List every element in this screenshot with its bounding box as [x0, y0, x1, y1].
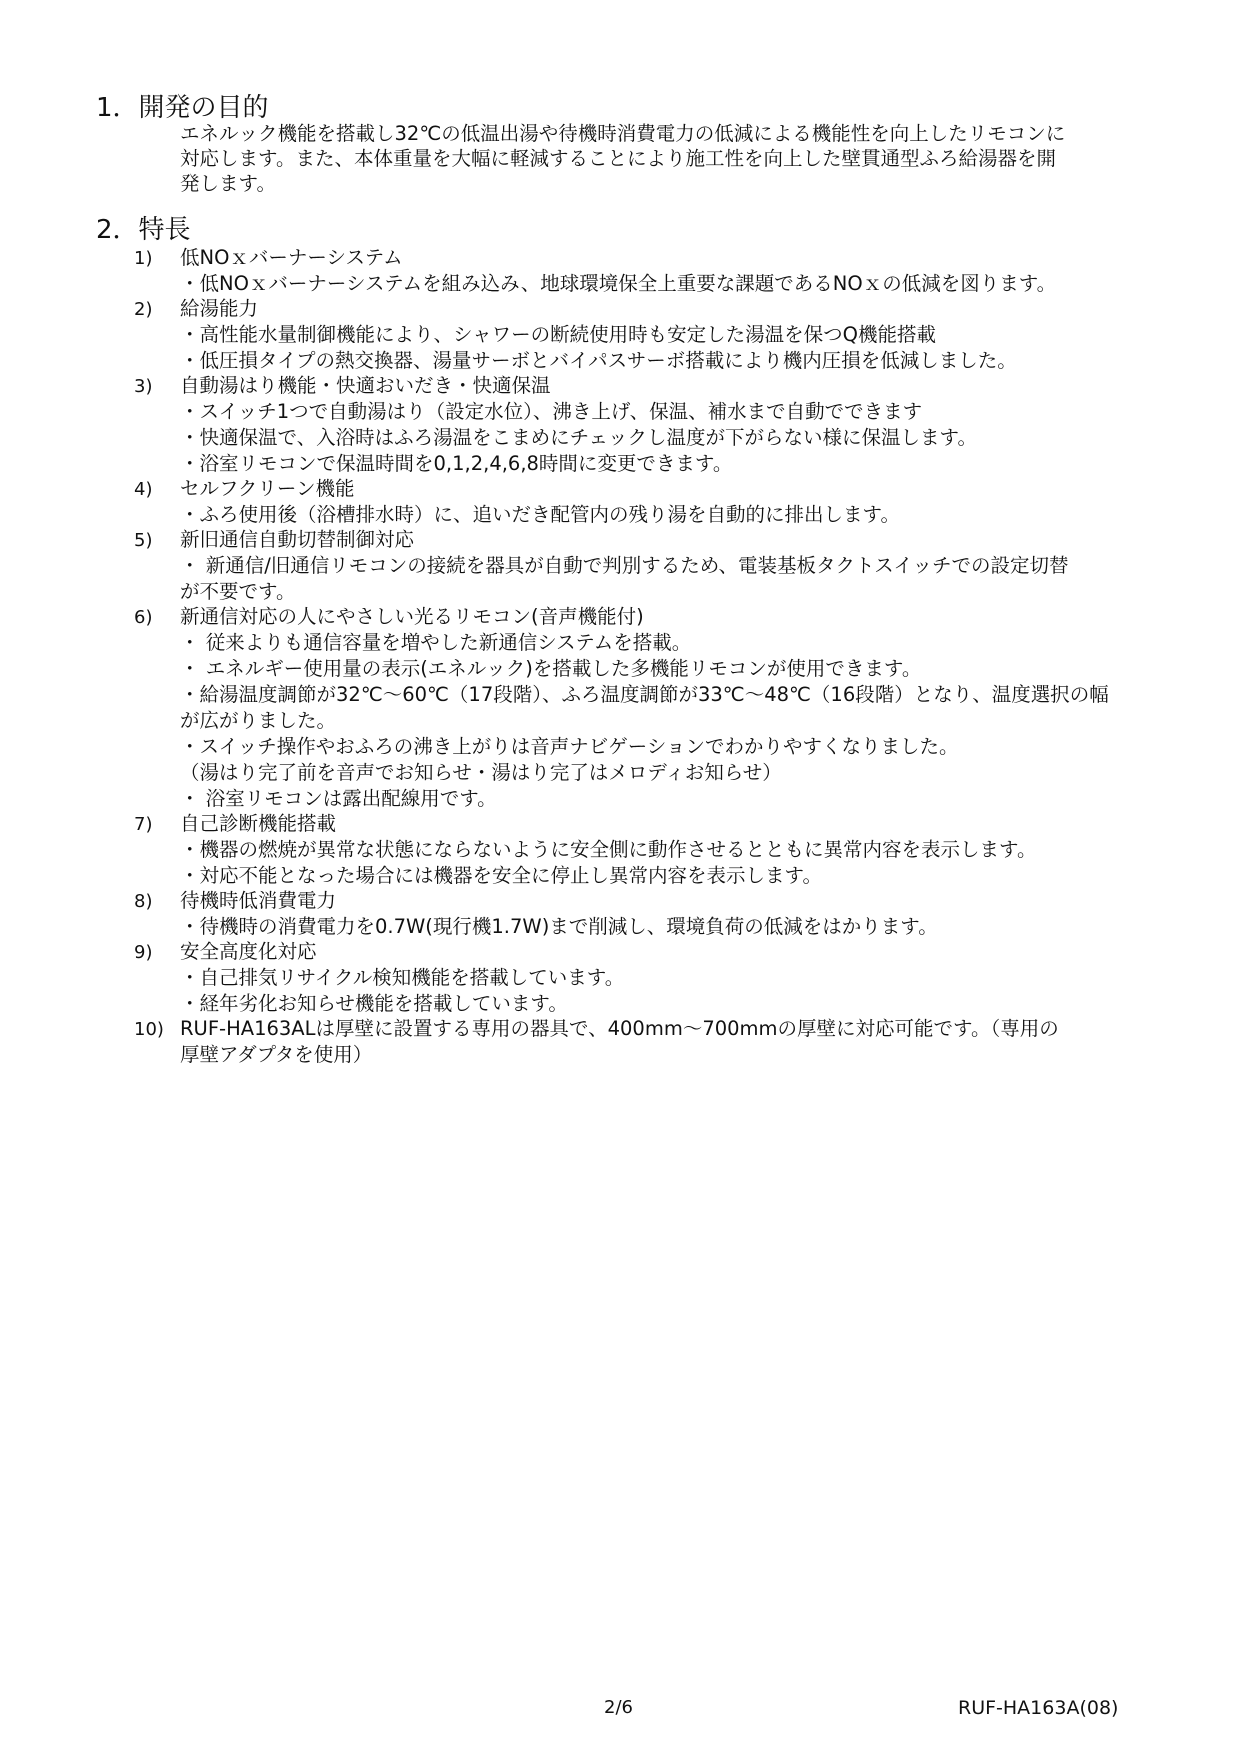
feature-number-7: 7): [134, 814, 153, 835]
feature-number-6: 6): [134, 607, 153, 628]
feature-line-6-4: が広がりました。: [180, 709, 337, 732]
feature-title-9: 安全高度化対応: [180, 940, 317, 963]
feature-title-10: RUF-HA163ALは厚壁に設置する専用の器具で、400mm～700mmの厚壁に対応可能です。（専用の: [180, 1017, 1059, 1040]
feature-title-6: 新通信対応の人にやさしい光るリモコン(音声機能付): [180, 605, 644, 628]
feature-line-10-1: 厚壁アダプタを使用）: [180, 1043, 373, 1066]
feature-line-4-1: ・ふろ使用後（浴槽排水時）に、追いだき配管内の残り湯を自動的に排出します。: [180, 503, 900, 526]
feature-line-1-1: ・低NOｘバーナーシステムを組み込み、地球環境保全上重要な課題であるNOｘの低減を図ります。: [180, 272, 1057, 295]
feature-title-1: 低NOｘバーナーシステム: [180, 246, 403, 269]
feature-number-2: 2): [134, 299, 153, 320]
section-title-purpose: 1．開発の目的: [96, 93, 269, 123]
feature-number-5: 5): [134, 530, 153, 551]
feature-number-9: 9): [134, 942, 153, 963]
feature-line-6-2: ・ エネルギー使用量の表示(エネルック)を搭載した多機能リモコンが使用できます。: [180, 657, 922, 680]
feature-line-2-1: ・高性能水量制御機能により、シャワーの断続使用時も安定した湯温を保つQ機能搭載: [180, 323, 936, 346]
purpose-line-1: エネルック機能を搭載し32℃の低温出湯や待機時消費電力の低減による機能性を向上したリモコンに: [180, 122, 1066, 145]
feature-number-1: 1): [134, 248, 153, 269]
feature-number-10: 10): [134, 1019, 164, 1040]
feature-line-5-1: ・ 新通信/旧通信リモコンの接続を器具が自動で判別するため、電装基板タクトスイッチでの設定切替: [180, 554, 1069, 577]
feature-line-6-1: ・ 従来よりも通信容量を増やした新通信システムを搭載。: [180, 631, 692, 654]
feature-line-8-1: ・待機時の消費電力を0.7W(現行機1.7W)まで削減し、環境負荷の低減をはかります。: [180, 915, 938, 938]
feature-title-8: 待機時低消費電力: [180, 889, 337, 912]
feature-line-6-7: ・ 浴室リモコンは露出配線用です。: [180, 787, 497, 810]
purpose-line-2: 対応します。また、本体重量を大幅に軽減することにより施工性を向上した壁貫通型ふろ給湯器を開: [180, 147, 1056, 170]
feature-number-8: 8): [134, 891, 153, 912]
feature-line-3-3: ・浴室リモコンで保温時間を0,1,2,4,6,8時間に変更できます。: [180, 452, 733, 475]
feature-title-3: 自動湯はり機能・快適おいだき・快適保温: [180, 374, 551, 397]
feature-line-6-3: ・給湯温度調節が32℃～60℃（17段階）、ふろ温度調節が33℃～48℃（16段階）となり、温度選択の幅: [180, 683, 1109, 706]
feature-title-5: 新旧通信自動切替制御対応: [180, 528, 415, 551]
feature-number-3: 3): [134, 376, 153, 397]
feature-title-4: セルフクリーン機能: [180, 477, 355, 500]
feature-line-9-2: ・経年劣化お知らせ機能を搭載しています。: [180, 992, 568, 1015]
feature-line-3-1: ・スイッチ1つで自動湯はり（設定水位）、沸き上げ、保温、補水まで自動でできます: [180, 400, 923, 423]
feature-line-9-1: ・自己排気リサイクル検知機能を搭載しています。: [180, 966, 625, 989]
feature-line-6-6: （湯はり完了前を音声でお知らせ・湯はり完了はメロディお知らせ）: [180, 761, 782, 784]
section-title-features: 2．特長: [96, 215, 191, 245]
feature-line-7-2: ・対応不能となった場合には機器を安全に停止し異常内容を表示します。: [180, 864, 822, 887]
feature-line-5-2: が不要です。: [180, 580, 296, 603]
feature-number-4: 4): [134, 479, 153, 500]
purpose-line-3: 発します。: [180, 172, 276, 195]
document-code: RUF-HA163A(08): [958, 1697, 1119, 1719]
feature-line-2-2: ・低圧損タイプの熱交換器、湯量サーボとバイパスサーボ搭載により機内圧損を低減しました。: [180, 349, 1017, 372]
feature-line-3-2: ・快適保温で、入浴時はふろ湯温をこまめにチェックし温度が下がらない様に保温します。: [180, 426, 977, 449]
page-number: 2/6: [604, 1697, 633, 1718]
feature-title-7: 自己診断機能搭載: [180, 812, 337, 835]
feature-line-7-1: ・機器の燃焼が異常な状態にならないように安全側に動作させるとともに異常内容を表示します。: [180, 838, 1037, 861]
feature-title-2: 給湯能力: [180, 297, 259, 320]
feature-line-6-5: ・スイッチ操作やおふろの沸き上がりは音声ナビゲーションでわかりやすくなりました。: [180, 735, 959, 758]
